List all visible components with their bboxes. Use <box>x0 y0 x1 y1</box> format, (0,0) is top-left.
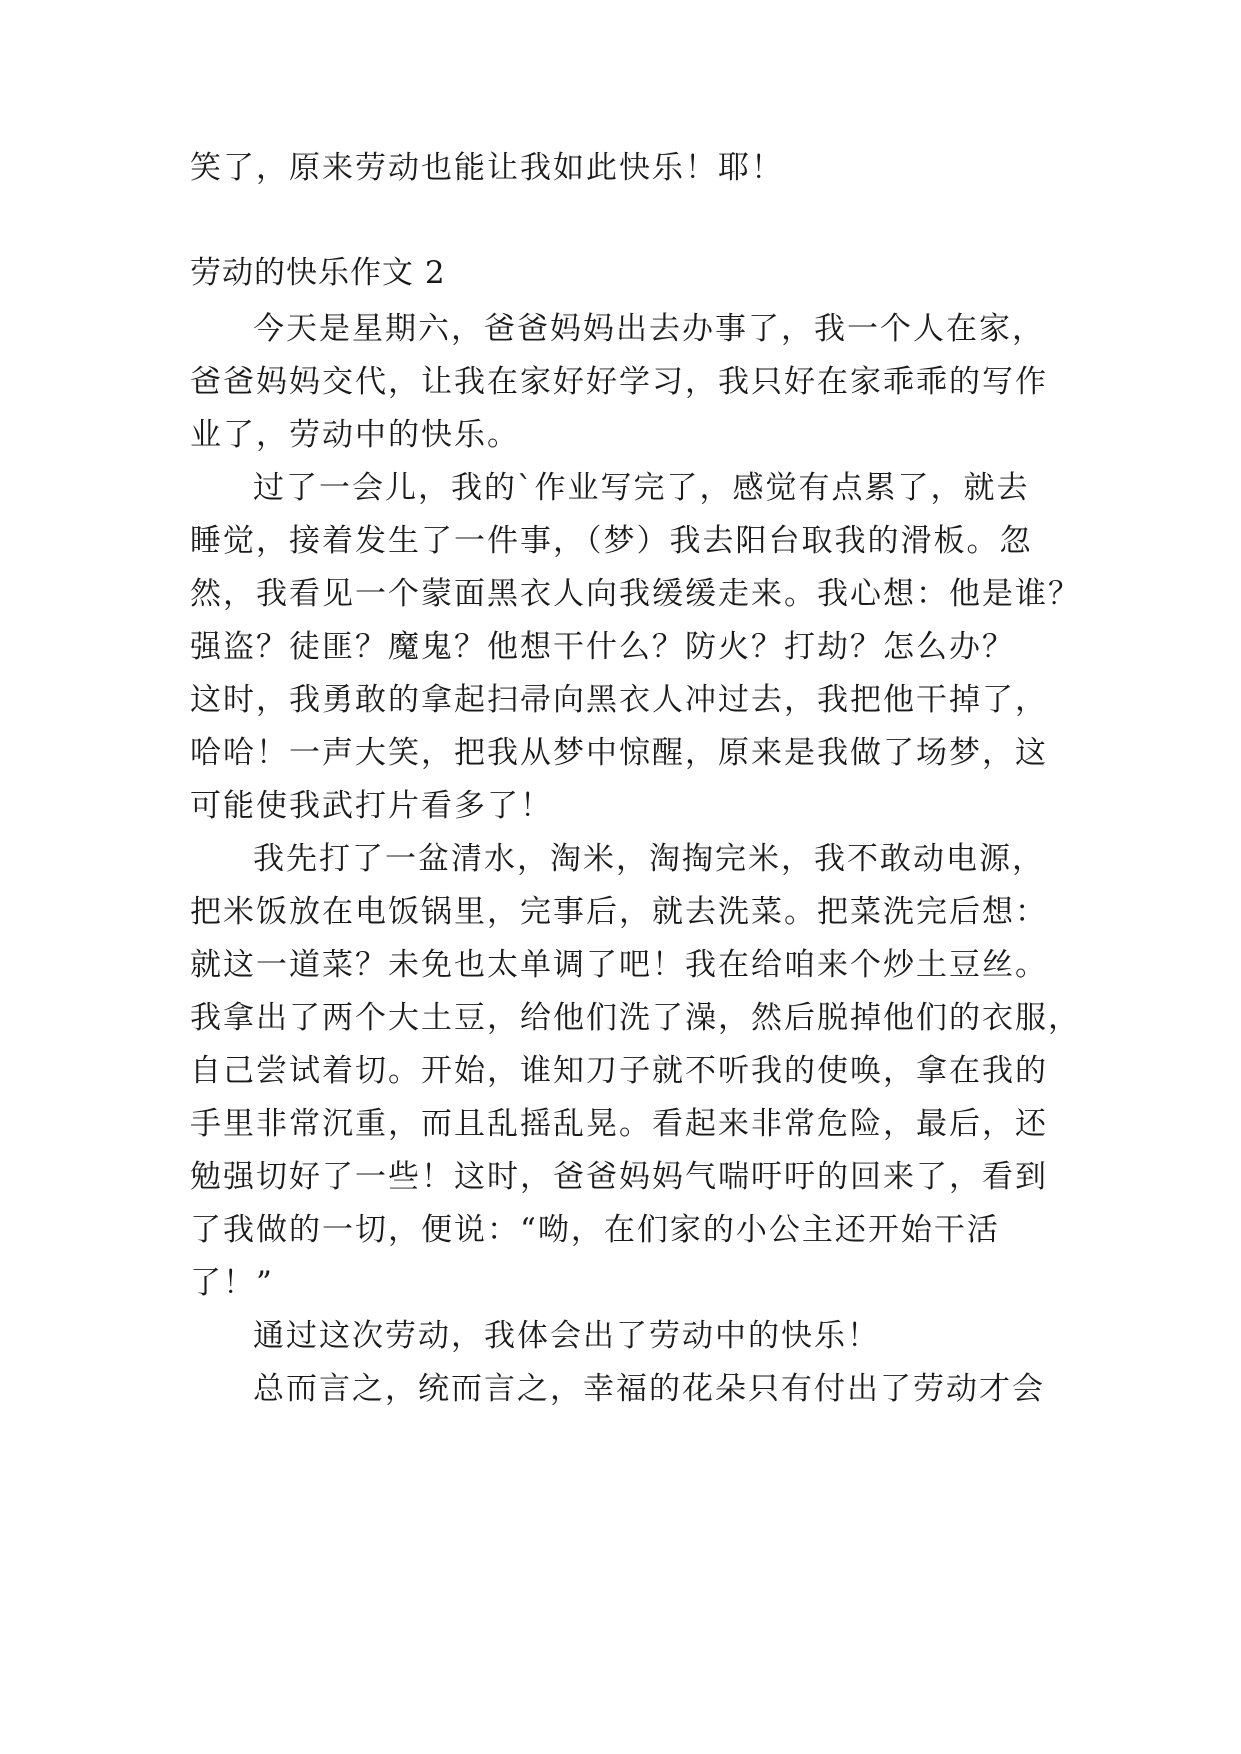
paragraph-line: 哈哈！一声大笑，把我从梦中惊醒，原来是我做了场梦，这 <box>190 735 1048 771</box>
paragraph-line: 通过这次劳动，我体会出了劳动中的快乐！ <box>253 1318 880 1354</box>
paragraph-line: 爸爸妈妈交代，让我在家好好学习，我只好在家乖乖的写作 <box>190 364 1048 400</box>
paragraph-line: 了！” <box>190 1265 274 1301</box>
paragraph-line: 笑了，原来劳动也能让我如此快乐！耶！ <box>190 150 784 186</box>
paragraph-line: 睡觉，接着发生了一件事，（梦）我去阳台取我的滑板。忽 <box>190 523 1033 559</box>
section-heading: 劳动的快乐作文 2 <box>190 255 446 291</box>
paragraph-line: 过了一会儿，我的`作业写完了，感觉有点累了，就去 <box>253 470 1030 506</box>
paragraph-line: 这时，我勇敢的拿起扫帚向黑衣人冲过去，我把他干掉了， <box>190 682 1048 718</box>
paragraph-line: 今天是星期六，爸爸妈妈出去办事了，我一个人在家， <box>253 311 1045 347</box>
paragraph-line: 我拿出了两个大土豆，给他们洗了澡，然后脱掉他们的衣服， <box>190 1000 1081 1036</box>
paragraph-line: 手里非常沉重，而且乱摇乱晃。看起来非常危险，最后，还 <box>190 1106 1048 1142</box>
paragraph-line: 业了，劳动中的快乐。 <box>190 417 520 453</box>
paragraph-line: 强盗？徒匪？魔鬼？他想干什么？防火？打劫？怎么办？ <box>190 629 1015 665</box>
paragraph-line: 就这一道菜？未免也太单调了吧！我在给咱来个炒土豆丝。 <box>190 947 1048 983</box>
paragraph-line: 了我做的一切，便说：“呦，在们家的小公主还开始干活 <box>190 1212 1000 1248</box>
paragraph-line: 可能使我武打片看多了！ <box>190 788 553 824</box>
paragraph-line: 自己尝试着切。开始，谁知刀子就不听我的使唤，拿在我的 <box>190 1053 1048 1089</box>
paragraph-line: 然，我看见一个蒙面黑衣人向我缓缓走来。我心想：他是谁？ <box>190 576 1081 612</box>
paragraph-line: 我先打了一盆清水，淘米，淘掏完米，我不敢动电源， <box>253 841 1045 877</box>
paragraph-line: 把米饭放在电饭锅里，完事后，就去洗菜。把菜洗完后想： <box>190 894 1048 930</box>
paragraph-line: 勉强切好了一些！这时，爸爸妈妈气喘吁吁的回来了，看到 <box>190 1159 1048 1195</box>
paragraph-line: 总而言之，统而言之，幸福的花朵只有付出了劳动才会 <box>253 1371 1045 1407</box>
